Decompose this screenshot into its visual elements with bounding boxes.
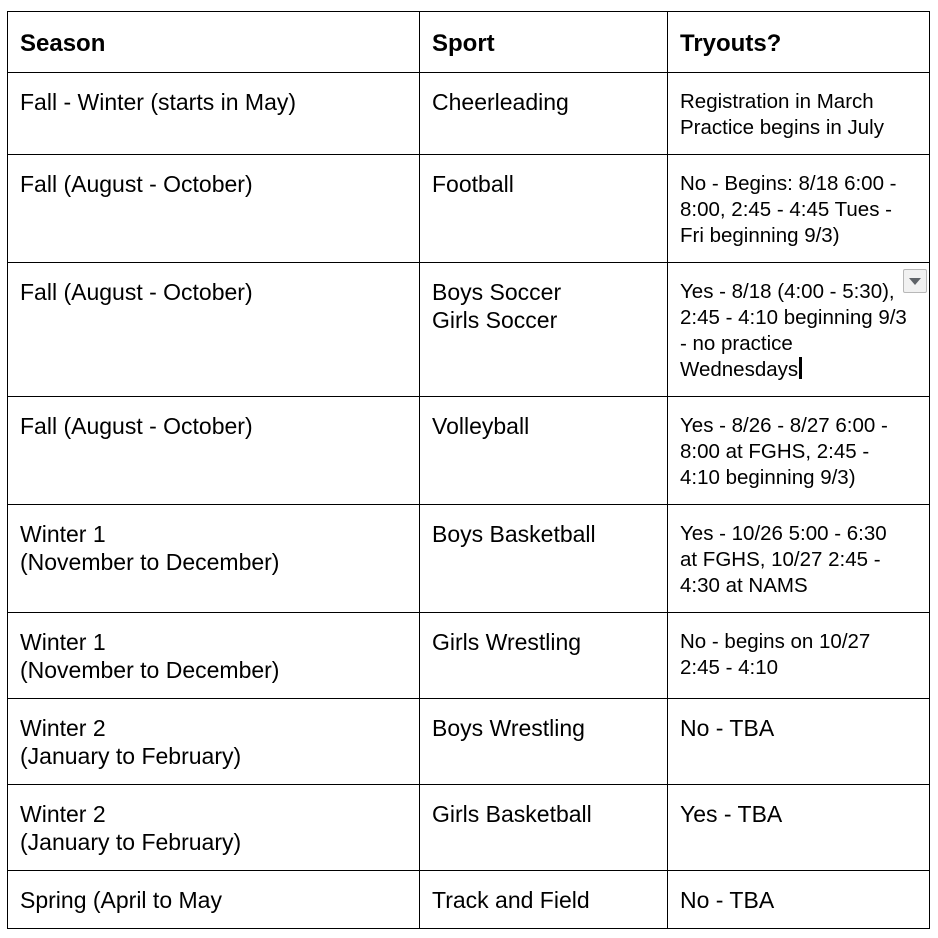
sport-cell[interactable]	[420, 73, 668, 155]
season-text: Winter 2	[20, 715, 106, 741]
tryouts-cell[interactable]	[668, 73, 930, 155]
text-cursor	[799, 357, 802, 379]
season-text: Fall (August - October)	[20, 279, 253, 305]
sport-text: Boys Wrestling	[432, 715, 585, 741]
sport-cell[interactable]	[420, 263, 668, 397]
tryouts-cell[interactable]	[668, 155, 930, 263]
season-text: Fall (August - October)	[20, 171, 253, 197]
season-cell[interactable]	[8, 263, 420, 397]
tryouts-text: Practice begins in July	[680, 116, 884, 139]
season-cell[interactable]	[8, 785, 420, 871]
tryouts-text-wrapper	[680, 357, 917, 383]
season-cell[interactable]	[8, 699, 420, 785]
sport-text: Girls Soccer	[432, 307, 558, 333]
tryouts-text: Fri beginning 9/3)	[680, 224, 840, 247]
season-text: (January to February)	[20, 829, 242, 855]
tryouts-text: Wednesdays	[680, 358, 799, 381]
cell-dropdown-button[interactable]	[903, 269, 927, 293]
tryouts-text: Registration in March	[680, 90, 874, 113]
tryouts-text: No - begins on 10/27	[680, 630, 871, 653]
sport-cell[interactable]	[420, 505, 668, 613]
tryouts-text: Yes - 8/18 (4:00 - 5:30),	[680, 280, 895, 303]
table-row	[8, 871, 930, 929]
season-text: Spring (April to May	[20, 887, 222, 913]
header-tryouts-label: Tryouts?	[680, 30, 782, 57]
table-row	[8, 73, 930, 155]
table-row	[8, 263, 930, 397]
season-cell[interactable]	[8, 613, 420, 699]
sport-cell[interactable]	[420, 785, 668, 871]
header-season[interactable]	[8, 12, 420, 73]
tryouts-text: No - Begins: 8/18 6:00 -	[680, 172, 897, 195]
sport-text: Girls Wrestling	[432, 629, 582, 655]
sport-text: Boys Soccer	[432, 279, 562, 305]
season-text: Fall (August - October)	[20, 413, 253, 439]
sport-cell[interactable]	[420, 397, 668, 505]
table-row	[8, 613, 930, 699]
season-text: (November to December)	[20, 549, 280, 575]
tryouts-cell[interactable]	[668, 613, 930, 699]
tryouts-cell[interactable]	[668, 505, 930, 613]
tryouts-text: No - TBA	[680, 715, 775, 741]
sport-cell[interactable]	[420, 699, 668, 785]
tryouts-text: at FGHS, 10/27 2:45 -	[680, 548, 881, 571]
season-cell[interactable]	[8, 155, 420, 263]
tryouts-text: 8:00 at FGHS, 2:45 -	[680, 440, 870, 463]
tryouts-cell[interactable]	[668, 397, 930, 505]
tryouts-text: Yes - 8/26 - 8/27 6:00 -	[680, 414, 888, 437]
season-cell[interactable]	[8, 871, 420, 929]
tryouts-text: 8:00, 2:45 - 4:45 Tues -	[680, 198, 892, 221]
tryouts-text: 2:45 - 4:10	[680, 656, 779, 679]
table-row	[8, 155, 930, 263]
header-sport-label: Sport	[432, 30, 495, 57]
sport-text: Girls Basketball	[432, 801, 592, 827]
sport-text: Boys Basketball	[432, 521, 596, 547]
tryouts-text: 4:10 beginning 9/3)	[680, 466, 856, 489]
sport-text: Football	[432, 171, 514, 197]
tryouts-text: No - TBA	[680, 887, 775, 913]
tryouts-text: 4:30 at NAMS	[680, 574, 808, 597]
season-cell[interactable]	[8, 73, 420, 155]
table-row	[8, 699, 930, 785]
sport-text: Track and Field	[432, 887, 590, 913]
tryouts-text: Yes - TBA	[680, 801, 783, 827]
table-row	[8, 397, 930, 505]
table-row	[8, 505, 930, 613]
season-text: (January to February)	[20, 743, 242, 769]
sport-cell[interactable]	[420, 613, 668, 699]
sport-text: Volleyball	[432, 413, 530, 439]
chevron-down-icon	[904, 270, 926, 292]
sport-text: Cheerleading	[432, 89, 569, 115]
tryouts-text: Yes - 10/26 5:00 - 6:30	[680, 522, 887, 545]
header-season-label: Season	[20, 30, 106, 57]
header-row	[8, 12, 930, 73]
season-cell[interactable]	[8, 505, 420, 613]
table-row	[8, 785, 930, 871]
sports-schedule-table	[7, 11, 930, 929]
sport-cell[interactable]	[420, 155, 668, 263]
tryouts-cell-active[interactable]	[668, 263, 930, 397]
season-cell[interactable]	[8, 397, 420, 505]
tryouts-cell[interactable]	[668, 785, 930, 871]
sport-cell[interactable]	[420, 871, 668, 929]
tryouts-cell[interactable]	[668, 699, 930, 785]
season-text: Fall - Winter (starts in May)	[20, 89, 297, 115]
tryouts-text: - no practice	[680, 332, 793, 355]
header-tryouts[interactable]	[668, 12, 930, 73]
header-sport[interactable]	[420, 12, 668, 73]
season-text: Winter 2	[20, 801, 106, 827]
season-text: (November to December)	[20, 657, 280, 683]
season-text: Winter 1	[20, 629, 106, 655]
tryouts-cell[interactable]	[668, 871, 930, 929]
season-text: Winter 1	[20, 521, 106, 547]
tryouts-text: 2:45 - 4:10 beginning 9/3	[680, 306, 907, 329]
